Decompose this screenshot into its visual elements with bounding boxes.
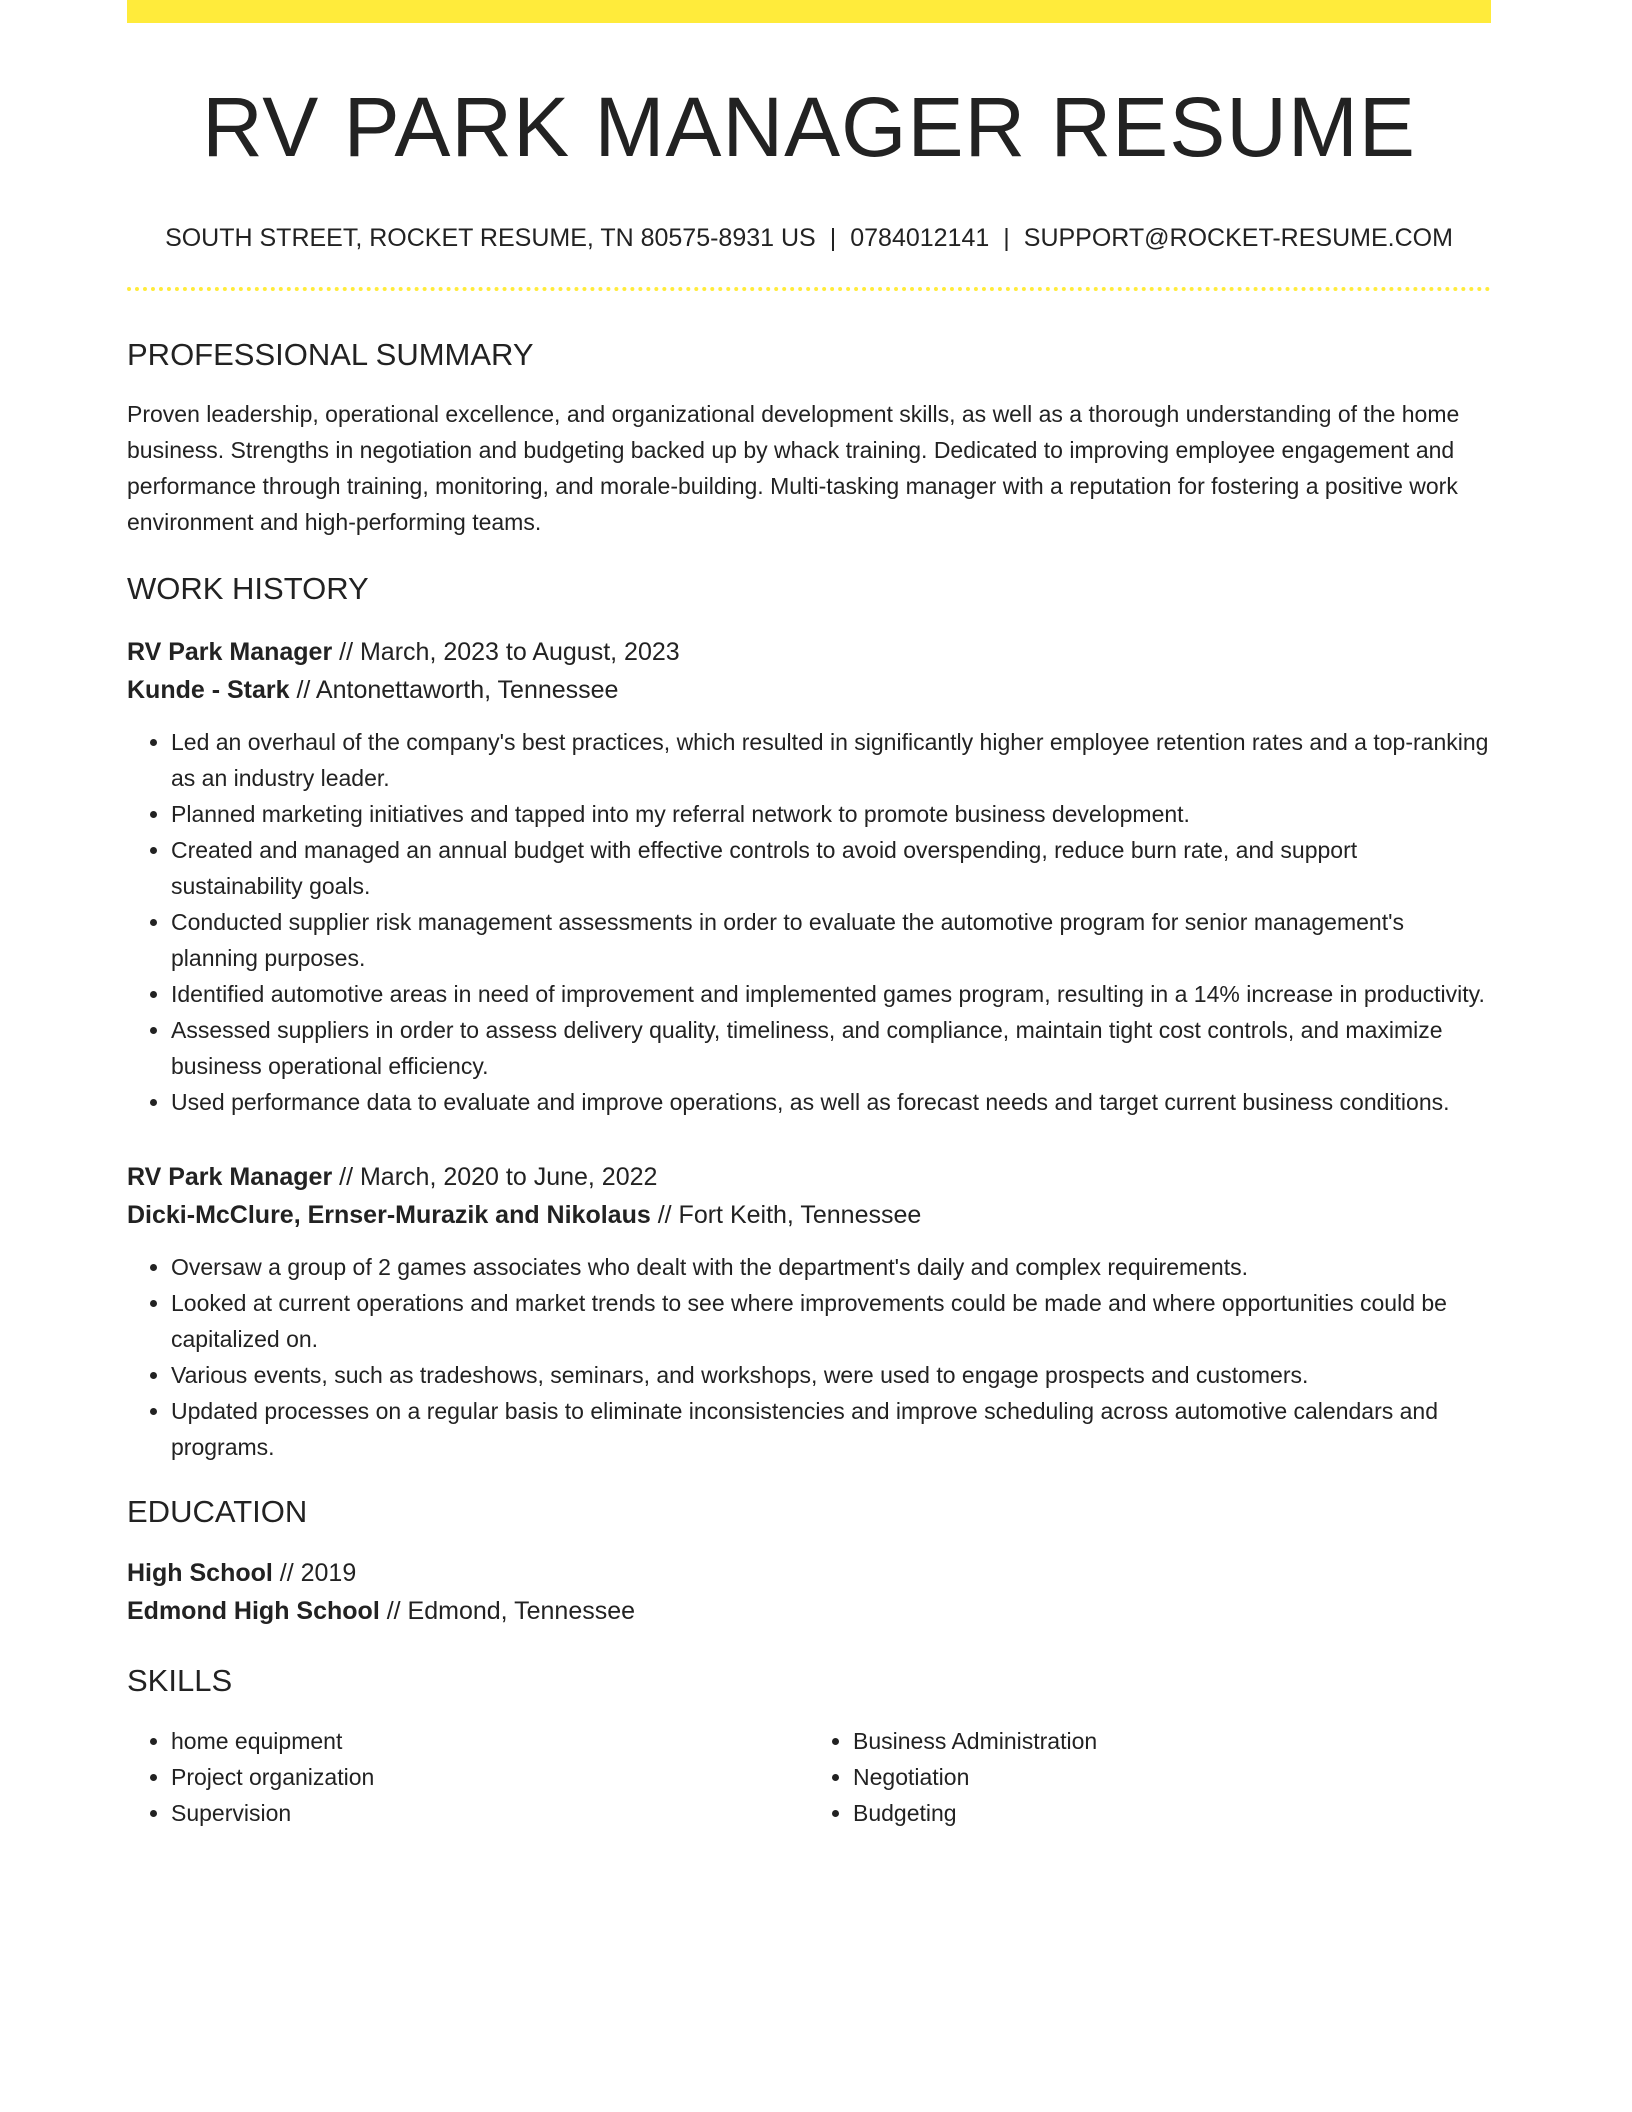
- job-bullet: • Updated processes on a regular basis to eliminate inconsistencies and improve scheduling across automotive calendars and programs.: [171, 1393, 1491, 1465]
- education-year: // 2019: [272, 1558, 357, 1587]
- education-school-line: [127, 1592, 1491, 1630]
- job-bullet: • Assessed suppliers in order to assess delivery quality, timeliness, and compliance, maintain tight cost controls, and maximize business operational efficiency.: [171, 1012, 1491, 1084]
- accent-top-bar: [127, 0, 1491, 23]
- skill-item: • home equipment: [171, 1723, 809, 1759]
- education-entry: [127, 1554, 1491, 1630]
- education-heading: EDUCATION: [127, 1493, 308, 1529]
- job-entry: [127, 633, 1491, 1120]
- job-bullets: [127, 1249, 1491, 1465]
- resume-page: [127, 0, 1491, 1831]
- job-location: // Antonettaworth, Tennessee: [289, 675, 619, 704]
- education-location: // Edmond, Tennessee: [379, 1596, 636, 1625]
- contact-phone: 0784012141: [850, 224, 990, 253]
- job-bullets: [127, 724, 1491, 1120]
- job-location: // Fort Keith, Tennessee: [650, 1200, 922, 1229]
- work-history-heading: WORK HISTORY: [127, 570, 369, 606]
- job-company-line: [127, 1196, 1491, 1234]
- skill-item: • Business Administration: [853, 1723, 1491, 1759]
- job-company-line: [127, 671, 1491, 709]
- skill-item: • Project organization: [171, 1759, 809, 1795]
- contact-line: [127, 223, 1491, 253]
- dotted-divider: [127, 287, 1491, 291]
- contact-separator: |: [1003, 224, 1010, 253]
- job-company: Kunde - Stark: [127, 675, 290, 704]
- job-title: RV Park Manager: [127, 1162, 333, 1191]
- skills-column-left: [127, 1723, 809, 1831]
- job-bullet: • Oversaw a group of 2 games associates who dealt with the department's daily and complex requirements.: [171, 1249, 1491, 1285]
- job-bullet: • Planned marketing initiatives and tapped into my referral network to promote business development.: [171, 796, 1491, 832]
- contact-separator: |: [829, 224, 837, 253]
- resume-title: RV PARK MANAGER RESUME: [202, 80, 1416, 174]
- contact-address: SOUTH STREET, ROCKET RESUME, TN 80575-8931 US: [165, 224, 816, 253]
- job-bullet: • Conducted supplier risk management assessments in order to evaluate the automotive program for senior management's planning purposes.: [171, 904, 1491, 976]
- job-bullet: • Created and managed an annual budget with effective controls to avoid overspending, reduce burn rate, and support sustainability goals.: [171, 832, 1491, 904]
- job-dates: // March, 2023 to August, 2023: [332, 637, 680, 666]
- job-title: RV Park Manager: [127, 637, 333, 666]
- skills-grid: [127, 1723, 1491, 1831]
- skill-item: • Budgeting: [853, 1795, 1491, 1831]
- contact-email: SUPPORT@ROCKET-RESUME.COM: [1023, 224, 1453, 253]
- job-entry: [127, 1158, 1491, 1465]
- skills-column-right: [809, 1723, 1491, 1831]
- skills-heading: SKILLS: [127, 1662, 233, 1698]
- education-degree: High School: [127, 1558, 273, 1587]
- job-dates: // March, 2020 to June, 2022: [332, 1162, 658, 1191]
- summary-heading: PROFESSIONAL SUMMARY: [127, 337, 534, 373]
- education-degree-line: [127, 1554, 1491, 1592]
- skill-item: • Negotiation: [853, 1759, 1491, 1795]
- job-title-line: [127, 1158, 1491, 1196]
- job-bullet: • Identified automotive areas in need of improvement and implemented games program, resulting in a 14% increase in productivity.: [171, 976, 1491, 1012]
- job-bullet: • Looked at current operations and market trends to see where improvements could be made and where opportunities could be capitalized on.: [171, 1285, 1491, 1357]
- summary-text: Proven leadership, operational excellence, and organizational development skills, as well as a thorough understanding of the home business. Strengths in negotiation and budgeting backed up by whack training. Dedicated to improving employee engagement and performance through training, monitoring, and morale-building. Multi-tasking manager with a reputation for fostering a positive work environment and high-performing teams.: [127, 400, 1460, 535]
- job-bullet: • Various events, such as tradeshows, seminars, and workshops, were used to engage prospects and customers.: [171, 1357, 1491, 1393]
- job-title-line: [127, 633, 1491, 671]
- education-school: Edmond High School: [127, 1596, 380, 1625]
- skill-item: • Supervision: [171, 1795, 809, 1831]
- job-company: Dicki-McClure, Ernser-Murazik and Nikolaus: [127, 1200, 651, 1229]
- job-bullet: • Led an overhaul of the company's best practices, which resulted in significantly higher employee retention rates and a top-ranking as an industry leader.: [171, 724, 1491, 796]
- job-bullet: • Used performance data to evaluate and improve operations, as well as forecast needs and target current business conditions.: [171, 1084, 1491, 1120]
